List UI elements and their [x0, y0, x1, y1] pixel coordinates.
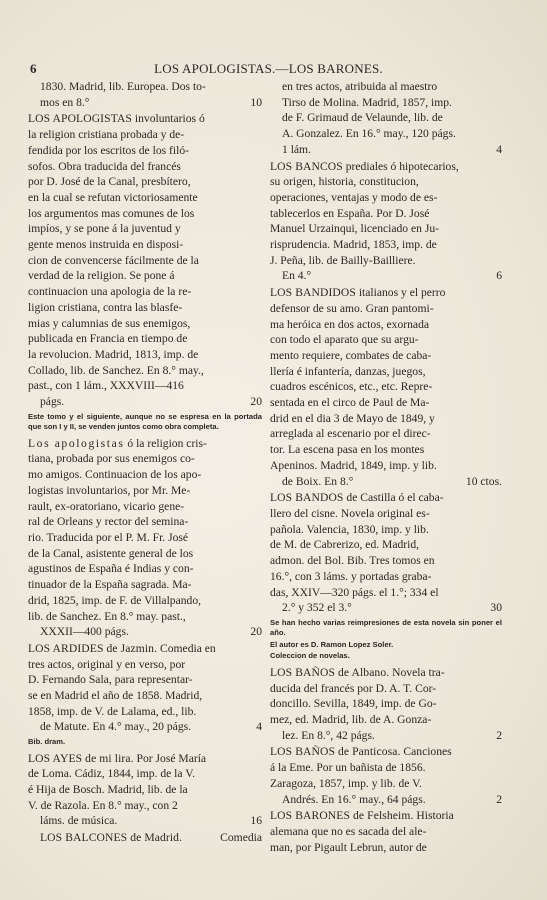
entry-headword: Los apologistas: [28, 436, 125, 450]
catalog-entry-balcones-continued: en tres actos, atribuida al maestro Tirso de Molina. Madrid, 1857, imp. de F. Grimaud de Velaunde, lib. de A. Gonzalez. En 16.° may., 120 págs. 1 lám. 4: [282, 80, 502, 156]
entry-note: El autor es D. Ramon Lopez Soler.: [270, 639, 394, 649]
catalog-entry-ayes: LOS AYES de mi lira. Por José María de Loma. Cádiz, 1844, imp. de la V. é Hija de Bosch. Madrid, lib. de la V. de Razola. En 8.° may., con 2 láms. de música. 16: [28, 751, 262, 828]
page-number: 6: [30, 61, 37, 76]
catalog-entry-bandidos: LOS BANDIDOS italianos y el perro defensor de su amo. Gran pantomi- ma heróica en dos actos, exornada con todo el aparato que su argu- mento requiere, combates de caba- llería é infantería, danzas, juegos, cuadros escénicos, etc., etc. Repre- sentada en el circo de Paul de Ma- drid en el dia 3 de Mayo de 1849, y arreglada al escenario por el direc- tor. La escena pasa en los montes Apeninos. Madrid, 1849, imp. y lib. de Boix. En 8.° 10 ctos.: [270, 286, 502, 488]
left-column: [28, 79, 262, 847]
catalog-entry-continued: 1830. Madrid, lib. Europea. Dos to- mos en 8.° 10: [40, 80, 262, 109]
catalog-entry-ardides: LOS ARDIDES de Jazmin. Comedia en tres actos, original y en verso, por D. Fernando Sala, para representar- se en Madrid el año de 1858. Madrid, 1858, imp. de V. de Lalama, ed., lib. de Matute. En 4.° may., 20 págs. 4: [28, 641, 262, 734]
entry-headword: LOS BANDOS: [270, 491, 344, 505]
entry-note: Coleccion de novelas.: [270, 651, 350, 661]
entry-headword: LOS BAÑOS de Albano.: [270, 665, 390, 679]
entry-price: 20: [250, 395, 262, 409]
entry-headword: LOS BALCONES de Madrid.: [40, 831, 183, 845]
entry-headword: LOS BAÑOS de Panticosa.: [270, 745, 401, 759]
catalog-entry-balcones: LOS BALCONES de Madrid. Comedia: [40, 831, 262, 845]
right-column: [270, 79, 502, 856]
entry-headword: LOS BANDIDOS: [270, 286, 356, 300]
catalog-entry-banos-panticosa: LOS BAÑOS de Panticosa. Canciones á la Eme. Por un bañista de 1856. Zaragoza, 1857, imp. y lib. de V. Andrés. En 16.° may., 64 págs. 2: [270, 745, 502, 806]
entry-price: 16: [250, 814, 262, 828]
entry-headword: LOS AYES de mi lira.: [28, 751, 134, 765]
catalog-entry-apologistas: Los apologistas ó la religion cris- tiana, probada por sus enemigos co- mo amigos. Continuacion de los apo- logistas involuntarios, por Mr. Me- rault, ex-oratoriano, vicario gene- ral de Orleans y rector del semina- rio. Traducida por el P. M. Fr. José de la Canal, asistente general de los agustinos de España é Indias y con- tinuador de la España sagrada. Ma- drid, 1825, imp. de F. de Villalpando, lib. de Sanchez. En 8.° may. past., XXXII—400 págs. 20: [28, 436, 262, 639]
entry-headword: LOS BANCOS: [270, 159, 343, 173]
entry-price: 6: [496, 269, 502, 283]
entry-price: 10: [250, 95, 262, 109]
page-header: [30, 61, 507, 77]
entry-price: 4: [256, 720, 262, 734]
entry-price: 4: [496, 142, 502, 156]
running-title: LOS APOLOGISTAS.—LOS BARONES.: [154, 61, 383, 76]
entry-headword: LOS BARONES de Felsheim.: [270, 809, 414, 823]
entry-headword: LOS APOLOGISTAS: [28, 112, 132, 126]
entry-note: Bib. dram.: [28, 737, 66, 747]
entry-price: 20: [250, 625, 262, 639]
entry-note: Este tomo y el siguiente, aunque no se espresa en la portada que son I y II, se venden juntos como obra completa.: [28, 411, 262, 432]
entry-price: 30: [490, 601, 502, 615]
entry-price: 2: [496, 728, 502, 742]
catalog-entry-barones: LOS BARONES de Felsheim. Historia alemana que no es sacada del ale- man, por Pigault Lebrun, autor de: [270, 809, 454, 854]
entry-headword: LOS ARDIDES de Jazmin.: [28, 641, 158, 655]
entry-price: 2: [496, 792, 502, 806]
catalog-entry-bandos: LOS BANDOS de Castilla ó el caba- llero del cisne. Novela original es- pañola. Valencia, 1830, imp. y lib. de M. de Cabrerizo, ed. Madrid, admon. del Bol. Bib. Tres tomos en 16.°, con 3 láms. y portadas graba- das, XXIV—320 págs. el 1.°; 334 el 2.° y 352 el 3.° 30: [270, 491, 502, 615]
entry-price: 10 ctos.: [465, 474, 502, 488]
catalog-entry-bancos: LOS BANCOS prediales ó hipotecarios, su origen, historia, constitucion, operaciones, ventajas y modo de es- tablecerlos en España. Por D. José Manuel Urzainqui, licenciado en Ju- risprudencia. Madrid, 1853, imp. de J. Peña, lib. de Bailly-Bailliere. En 4.° 6: [270, 159, 502, 283]
catalog-entry-apologistas-involuntarios: LOS APOLOGISTAS involuntarios ó la religion cristiana probada y de- fendida por los escritos de los filó- sofos. Obra traducida del francés por D. José de la Canal, presbítero, en la cual se refutan victoriosamente los argumentos mas comunes de los impíos, y se pone á la juventud y gente menos instruida en disposi- cion de convencerse fácilmente de la verdad de la religion. Se pone á continuacion una apologia de la re- ligion cristiana, contra las blasfe- mias y calumnias de sus enemigos, publicada en Francia en tiempo de la revolucion. Madrid, 1813, imp. de Collado, lib. de Sanchez. En 8.° may., past., con 1 lám., XXXVIII—416 págs. 20: [28, 112, 262, 409]
entry-note: Se han hecho varias reimpresiones de esta novela sin poner el año.: [270, 617, 502, 638]
catalog-entry-banos-albano: LOS BAÑOS de Albano. Novela tra- ducida del francés por D. A. T. Cor- doncillo. Sevilla, 1849, imp. de Go- mez, ed. Madrid, lib. de A. Gonza- lez. En 8.°, 42 págs. 2: [270, 665, 502, 742]
